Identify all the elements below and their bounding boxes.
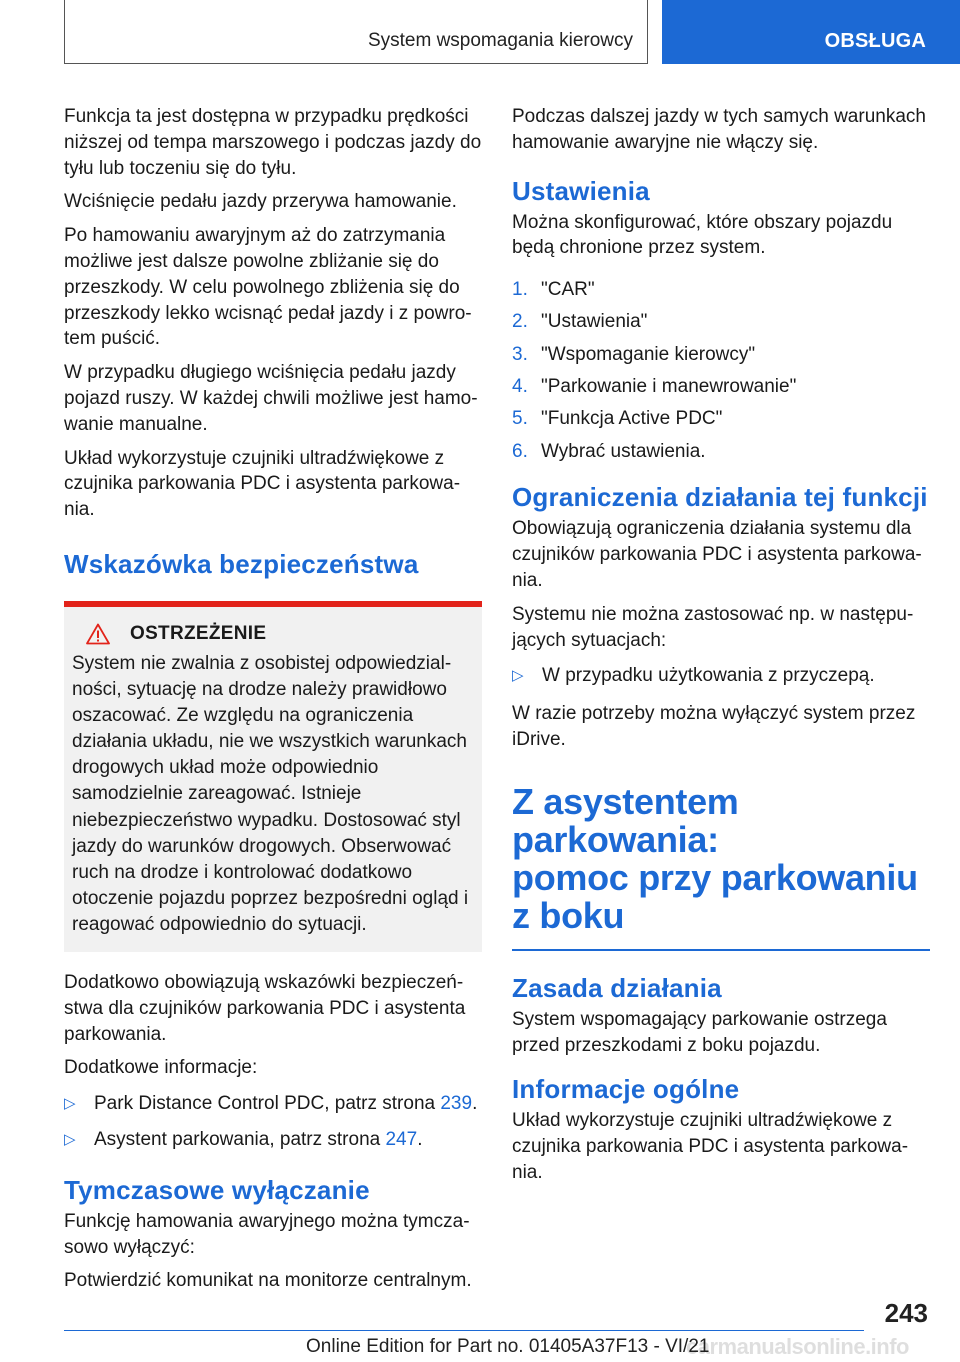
page-number: 243 <box>884 1298 928 1328</box>
list-item: ▷ W przypadku użytkowania z przyczepą. <box>512 663 930 689</box>
watermark: carmanualsonline.info <box>686 1334 909 1359</box>
heading-rule <box>512 949 930 951</box>
warning-triangle-icon <box>86 623 110 645</box>
list-item: 2. "Ustawienia" <box>512 311 648 333</box>
paragraph: Podczas dalszej jazdy w tych samych warunkach hamowanie awaryjne nie włączy się. <box>512 106 926 153</box>
header-section-tab <box>662 0 960 64</box>
paragraph: Układ wykorzystuje czujniki ultradźwiękowe z czujnika parkowania PDC i asystenta parkowania. <box>512 1110 909 1184</box>
settings-steps <box>512 277 930 464</box>
page-link[interactable]: 239 <box>440 1093 473 1115</box>
section-label: OBSŁUGA <box>824 30 926 52</box>
triangle-bullet-icon: ▷ <box>64 1095 76 1113</box>
chapter-title: System wspomagania kierowcy <box>367 30 633 51</box>
list-item: 5. "Funkcja Active PDC" <box>512 408 723 430</box>
paragraph: Potwierdzić komunikat na monitorze centralnym. <box>64 1270 472 1292</box>
general-info-heading: Informacje ogólne <box>512 1074 740 1105</box>
paragraph: Obowiązują ograniczenia działania systemu dla czujników parkowania PDC i asystenta parkowania. <box>512 518 922 592</box>
main-section-heading: Z asystentem parkowania: pomoc przy parkowaniu z boku <box>512 780 918 936</box>
extra-info-list <box>64 1091 482 1153</box>
page-link[interactable]: 247 <box>385 1128 418 1150</box>
footer-rule <box>64 1330 864 1331</box>
paragraph: Układ wykorzystuje czujniki ultradźwiękowe z czujnika parkowania PDC i asystenta parkowania. <box>64 447 461 521</box>
limits-list <box>512 663 930 689</box>
temp-disable-heading: Tymczasowe wyłączanie <box>64 1174 370 1205</box>
safety-heading: Wskazówka bezpieczeństwa <box>64 548 419 579</box>
paragraph: Funkcja ta jest dostępna w przypadku prędkości niższej od tempa marszowego i podczas jazdy do tyłu lub toczeniu się do tyłu. <box>64 106 482 179</box>
limits-heading: Ograniczenia działania tej funkcji <box>512 482 928 513</box>
paragraph: Wciśnięcie pedału jazdy przerywa hamowanie. <box>64 191 457 213</box>
paragraph: W razie potrzeby można wyłączyć system przez iDrive. <box>512 703 916 751</box>
warning-box <box>64 601 482 952</box>
list-item: 3. "Wspomaganie kierowcy" <box>512 343 756 365</box>
principle-heading: Zasada działania <box>512 972 722 1003</box>
edition-text: Online Edition for Part no. 01405A37F13 - VI/21 <box>306 1336 710 1357</box>
list-item: 4. "Parkowanie i manewrowanie" <box>512 376 797 398</box>
paragraph: Dodatkowo obowiązują wskazówki bezpieczeństwa dla czujników parkowania PDC i asystenta parkowania. <box>64 971 466 1045</box>
list-item: 6. Wybrać ustawienia. <box>512 440 706 462</box>
triangle-bullet-icon: ▷ <box>64 1130 76 1148</box>
right-column <box>512 104 930 1194</box>
left-column <box>64 104 482 1302</box>
warning-text: System nie zwalnia z osobistej odpowiedzialności, sytuację na drodze należy prawidłowo oszacować. Ze względu na ograniczenia działania układu, nie we wszystkich warunkach drogowych układ może odpowiednio samodzielnie zareagować. Istnieje niebezpieczeństwo wypadku. Dostosować styl jazdy do warunków drogowych. Obserwować ruch na drodze i kontrolować dodatkowo otoczenie pojazdu poprzez bezpośredni ogląd i reagować odpowiednio do sytuacji. <box>72 652 469 935</box>
warning-title: OSTRZEŻENIE <box>130 622 267 644</box>
paragraph: Funkcję hamowania awaryjnego można tymczasowo wyłączyć: <box>64 1210 470 1258</box>
paragraph: W przypadku długiego wciśnięcia pedału jazdy pojazd ruszy. W każdej chwili możliwe jest hamowanie manualne. <box>64 362 478 435</box>
paragraph: Po hamowaniu awaryjnym aż do zatrzymania możliwe jest dalsze powolne zbliżanie się do przeszkody. W celu powolnego zbliżenia się do przeszkody lekko wcisnąć pedał jazdy i z powrotem puścić. <box>64 225 472 350</box>
paragraph: System wspomagający parkowanie ostrzega przed przeszkodami z boku pojazdu. <box>512 1008 887 1056</box>
settings-heading: Ustawienia <box>512 175 650 206</box>
paragraph: Można skonfigurować, które obszary pojazdu będą chronione przez system. <box>512 211 893 259</box>
list-item: ▷ Park Distance Control PDC, patrz strona 239. <box>64 1091 482 1117</box>
header-chapter-box <box>64 0 648 64</box>
triangle-bullet-icon: ▷ <box>512 667 524 685</box>
list-item: ▷ Asystent parkowania, patrz strona 247. <box>64 1127 482 1153</box>
list-item: 1. "CAR" <box>512 279 595 301</box>
paragraph: Systemu nie można zastosować np. w następujących sytuacjach: <box>512 603 914 651</box>
paragraph: Dodatkowe informacje: <box>64 1057 258 1079</box>
